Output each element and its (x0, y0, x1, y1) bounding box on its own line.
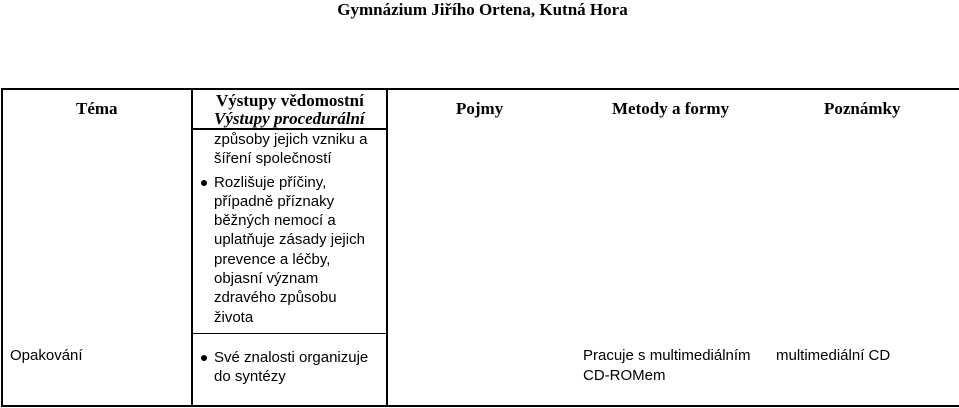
row2-metody-line: CD-ROMem (583, 367, 666, 384)
column-header-vystupy-vedomostni: Výstupy vědomostní (216, 91, 364, 110)
table-left-border (1, 88, 3, 407)
row1-bullet-line: Rozlišuje příčiny, (214, 174, 327, 191)
column-header-tema: Téma (76, 99, 118, 118)
bullet-icon (201, 355, 207, 361)
row2-poznamky-cell: multimediální CD (776, 347, 891, 364)
page-title: Gymnázium Jiřího Ortena, Kutná Hora (337, 0, 628, 19)
column-header-metody: Metody a formy (612, 99, 730, 118)
row1-intro-line: způsoby jejich vzniku a (214, 131, 368, 148)
row1-intro-line: šíření společností (214, 150, 332, 167)
bullet-icon (201, 180, 207, 186)
row1-bullet-line: zdravého způsobu (214, 289, 337, 306)
table-top-border (1, 88, 959, 90)
row1-bullet-line: případně příznaky (214, 193, 335, 210)
column-header-pojmy: Pojmy (456, 99, 504, 118)
row1-bullet-line: běžných nemocí a (214, 212, 336, 229)
row1-bullet-line: objasní význam (214, 270, 319, 287)
column-header-vystupy-proceduralni: Výstupy procedurální (214, 109, 365, 128)
table-row-divider (191, 333, 387, 334)
column-header-poznamky: Poznámky (824, 99, 901, 118)
row2-metody-line: Pracuje s multimediálním (583, 347, 751, 364)
row2-tema-cell: Opakování (10, 347, 83, 364)
table-bottom-border (1, 405, 959, 407)
column-divider-right (386, 88, 388, 407)
row1-bullet-line: života (214, 309, 254, 326)
row2-vystupy-line: Své znalosti organizuje (214, 349, 369, 366)
column-divider-left (191, 88, 193, 407)
row2-vystupy-line: do syntézy (214, 368, 286, 385)
row1-bullet-line: uplatňuje zásady jejich (214, 231, 365, 248)
row1-bullet-line: prevence a léčby, (214, 251, 331, 268)
